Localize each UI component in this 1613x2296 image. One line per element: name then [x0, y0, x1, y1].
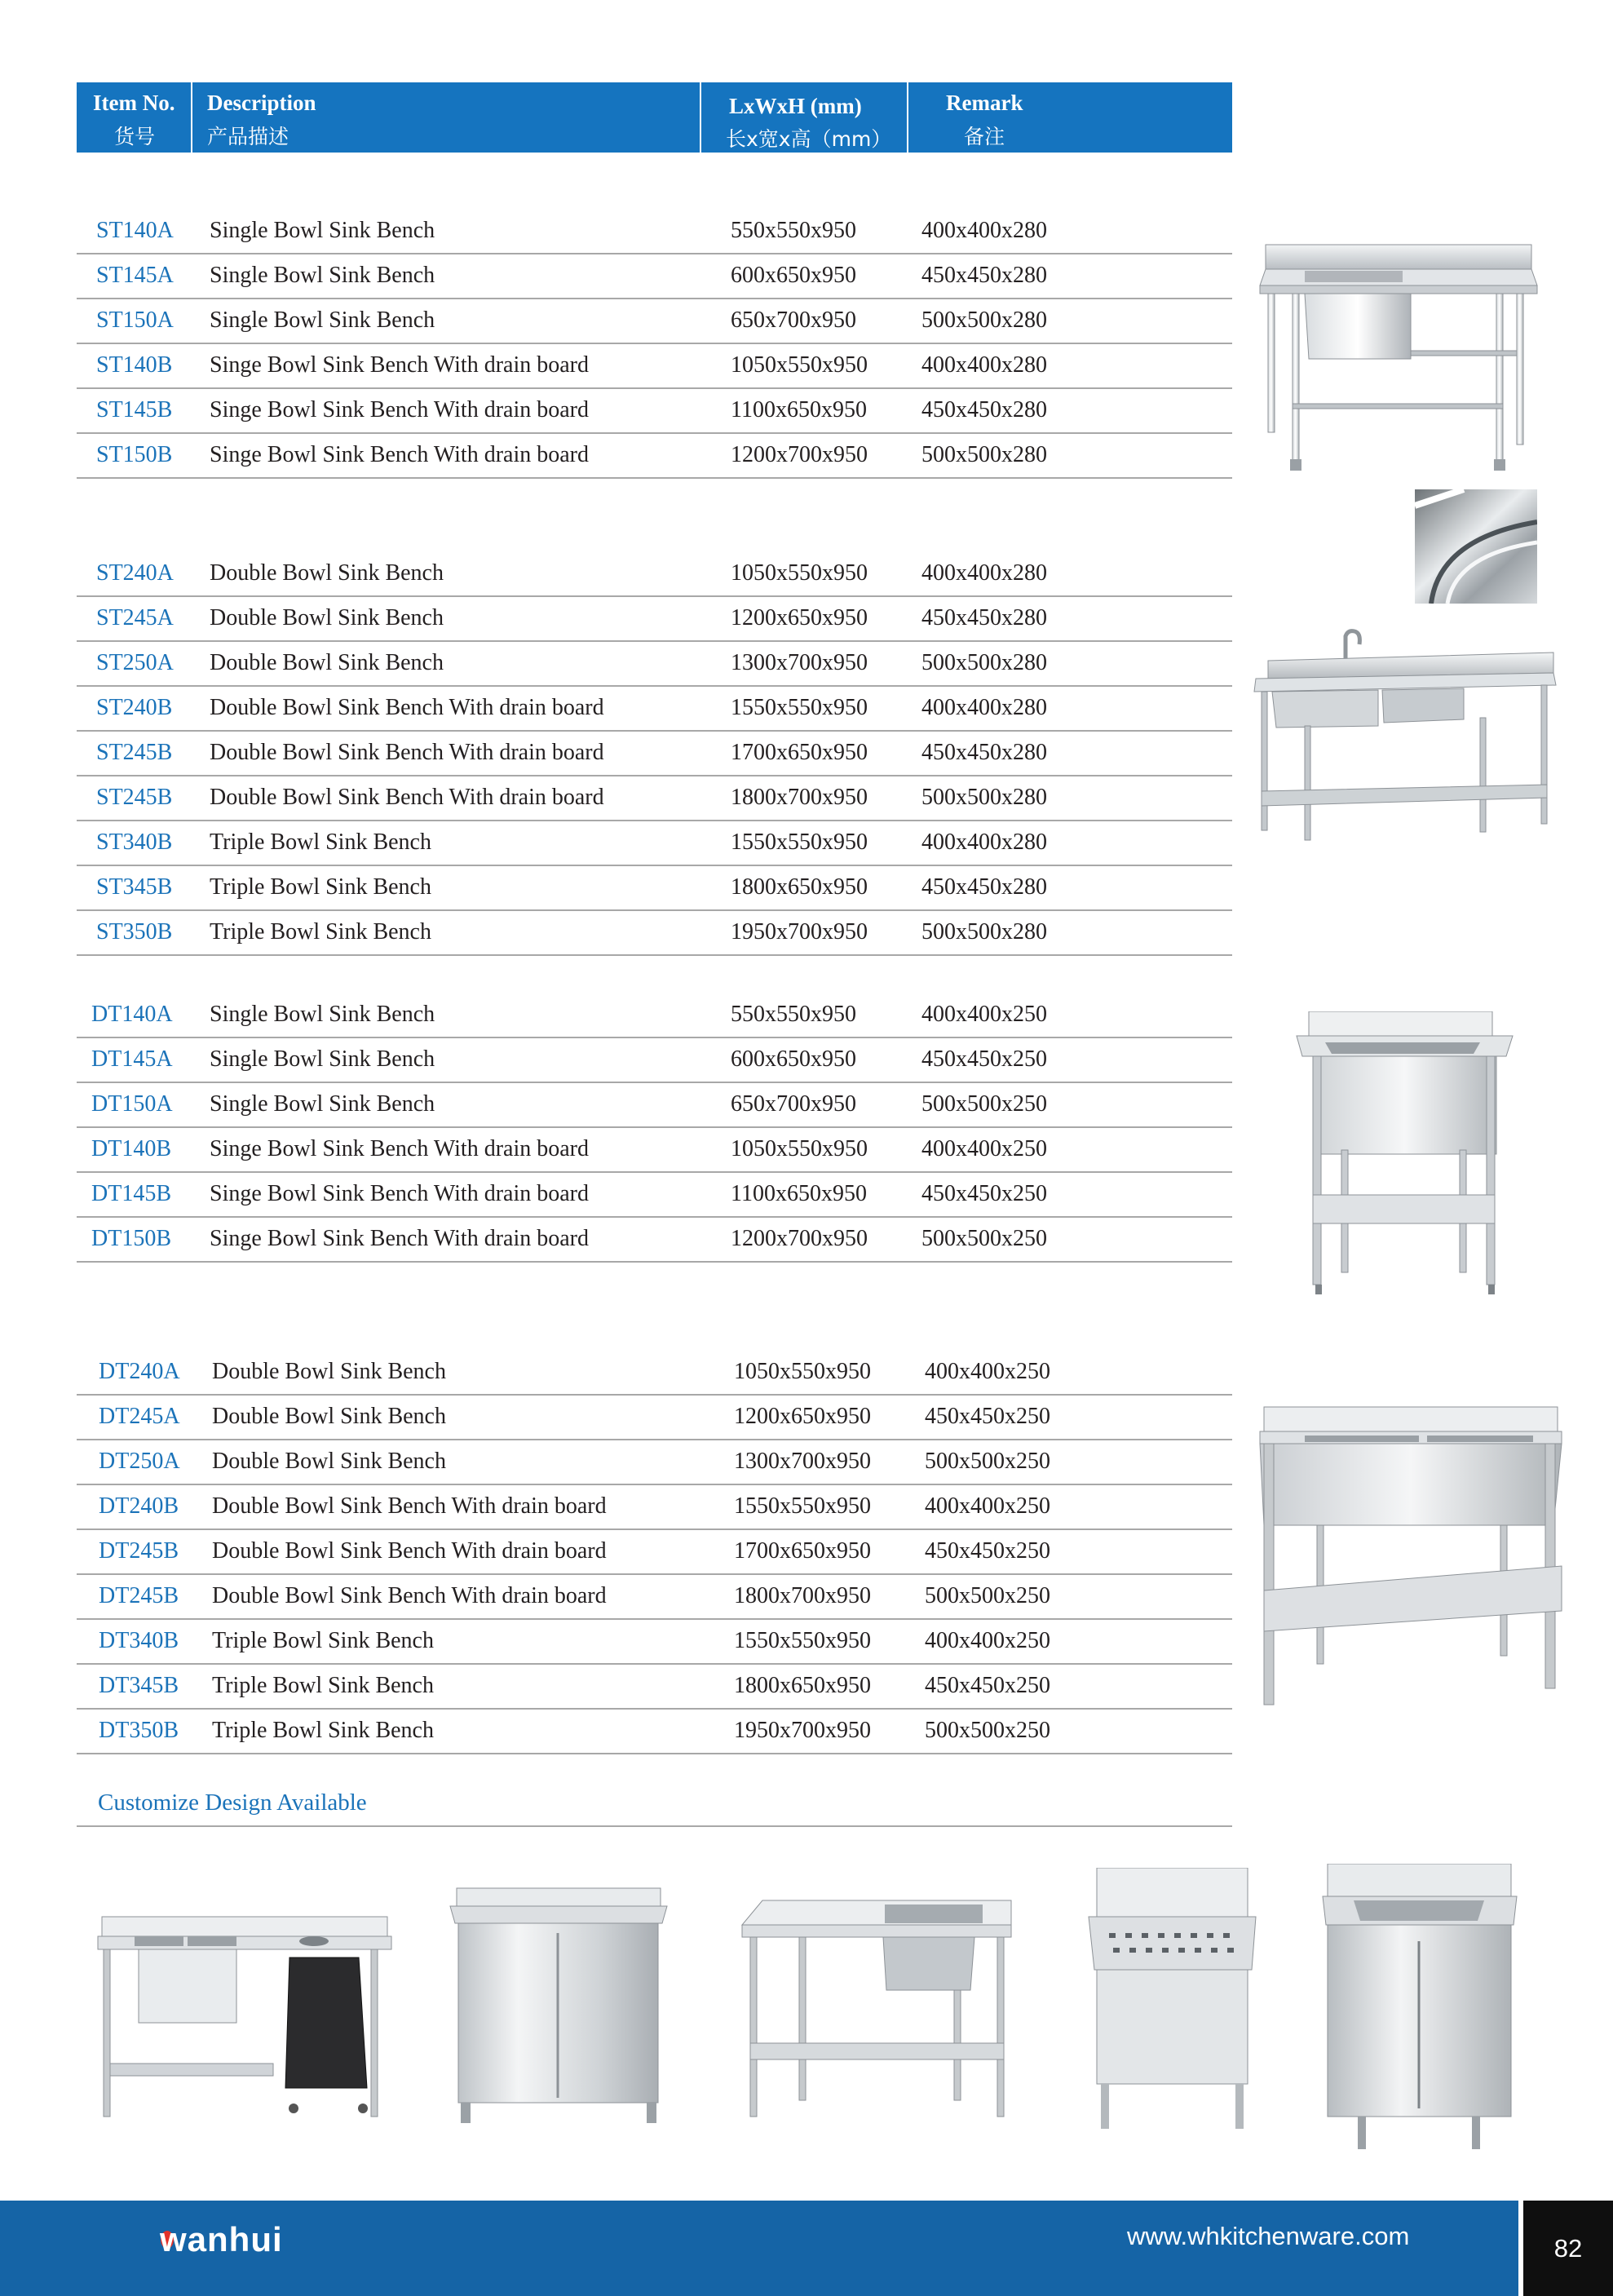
- table-row: [77, 434, 1232, 479]
- dimensions: 1050x550x950: [734, 1359, 871, 1384]
- item-no: DT350B: [99, 1718, 179, 1743]
- description: Double Bowl Sink Bench With drain board: [210, 695, 604, 720]
- item-no: DT150B: [91, 1226, 171, 1251]
- description: Triple Bowl Sink Bench: [210, 829, 431, 855]
- description: Triple Bowl Sink Bench: [212, 1628, 434, 1653]
- table-row: [77, 993, 1232, 1038]
- item-no: DT145A: [91, 1046, 173, 1072]
- dimensions: 1700x650x950: [731, 740, 868, 765]
- dimensions: 1950x700x950: [734, 1718, 871, 1743]
- description: Singe Bowl Sink Bench With drain board: [210, 397, 589, 422]
- remark: 400x400x250: [925, 1493, 1050, 1519]
- header-item-zh: 货号: [114, 125, 156, 148]
- item-no: ST245B: [96, 785, 173, 810]
- description: Double Bowl Sink Bench: [212, 1449, 446, 1474]
- description: Double Bowl Sink Bench With drain board: [210, 740, 604, 765]
- description: Double Bowl Sink Bench With drain board: [212, 1583, 607, 1608]
- header-remark-en: Remark: [946, 91, 1023, 115]
- dimensions: 1100x650x950: [731, 1181, 867, 1206]
- remark: 500x500x250: [921, 1226, 1047, 1251]
- dimensions: 1550x550x950: [731, 829, 868, 855]
- worktable-with-sink-image: [738, 1892, 1015, 2129]
- table-row: [77, 1038, 1232, 1083]
- remark: 450x450x250: [921, 1046, 1047, 1072]
- header-divider: [907, 82, 908, 153]
- dimensions: 1550x550x950: [731, 695, 868, 720]
- description: Triple Bowl Sink Bench: [212, 1673, 434, 1698]
- dimensions: 550x550x950: [731, 1002, 856, 1027]
- item-no: DT140B: [91, 1136, 171, 1161]
- item-no: ST145B: [96, 397, 173, 422]
- remark: 400x400x280: [921, 695, 1047, 720]
- description: Double Bowl Sink Bench: [212, 1359, 446, 1384]
- description: Single Bowl Sink Bench: [210, 1002, 435, 1027]
- table-row: [77, 1485, 1232, 1530]
- item-no: ST140A: [96, 218, 174, 243]
- remark: 450x450x280: [921, 397, 1047, 422]
- table-row: [77, 1218, 1232, 1263]
- page-number: 82: [1523, 2201, 1613, 2296]
- single-bowl-drainboard-image: [1256, 228, 1541, 481]
- dimensions: 1050x550x950: [731, 352, 868, 378]
- table-row: [77, 866, 1232, 911]
- dimensions: 1800x700x950: [731, 785, 868, 810]
- table-row: [77, 597, 1232, 642]
- table-row: [77, 1396, 1232, 1440]
- item-no: DT345B: [99, 1673, 179, 1698]
- header-divider: [191, 82, 192, 153]
- dimensions: 1300x700x950: [734, 1449, 871, 1474]
- table-row: [77, 1530, 1232, 1575]
- header-dim-en: LxWxH (mm): [729, 94, 862, 118]
- description: Singe Bowl Sink Bench With drain board: [210, 1226, 589, 1251]
- item-no: ST140B: [96, 352, 173, 378]
- dimensions: 1200x650x950: [731, 605, 868, 630]
- deep-double-bowl-image: [1256, 1403, 1566, 1709]
- description: Double Bowl Sink Bench: [210, 605, 444, 630]
- table-row: [77, 1173, 1232, 1218]
- description: Single Bowl Sink Bench: [210, 1091, 435, 1117]
- customize-text: Customize Design Available: [98, 1789, 367, 1816]
- item-no: ST340B: [96, 829, 173, 855]
- header-desc-zh: 产品描述: [207, 125, 289, 148]
- item-no: DT240B: [99, 1493, 179, 1519]
- dimensions: 1200x650x950: [734, 1404, 871, 1429]
- remark: 400x400x280: [921, 218, 1047, 243]
- table-row: [77, 389, 1232, 434]
- description: Double Bowl Sink Bench: [210, 650, 444, 675]
- item-no: DT340B: [99, 1628, 179, 1653]
- dimensions: 1550x550x950: [734, 1493, 871, 1519]
- dimensions: 1200x700x950: [731, 442, 868, 467]
- remark: 400x400x280: [921, 829, 1047, 855]
- table-header: [77, 82, 1232, 153]
- item-no: ST150A: [96, 307, 174, 333]
- table-row: [77, 1575, 1232, 1620]
- remark: 450x450x250: [925, 1673, 1050, 1698]
- description: Singe Bowl Sink Bench With drain board: [210, 442, 589, 467]
- dimensions: 1800x650x950: [734, 1673, 871, 1698]
- item-no: ST245A: [96, 605, 174, 630]
- description: Single Bowl Sink Bench: [210, 307, 435, 333]
- dimensions: 1050x550x950: [731, 560, 868, 586]
- remark: 400x400x250: [921, 1136, 1047, 1161]
- description: Triple Bowl Sink Bench: [212, 1718, 434, 1743]
- dimensions: 650x700x950: [731, 307, 856, 333]
- dimensions: 1100x650x950: [731, 397, 867, 422]
- item-no: ST145A: [96, 263, 174, 288]
- description: Triple Bowl Sink Bench: [210, 874, 431, 900]
- item-no: ST150B: [96, 442, 173, 467]
- table-row: [77, 642, 1232, 687]
- item-no: DT145B: [91, 1181, 171, 1206]
- item-no: ST345B: [96, 874, 173, 900]
- header-item-en: Item No.: [93, 91, 175, 115]
- dimensions: 600x650x950: [731, 263, 856, 288]
- table-row: [77, 344, 1232, 389]
- item-no: DT240A: [99, 1359, 180, 1384]
- item-no: ST250A: [96, 650, 174, 675]
- dimensions: 1800x700x950: [734, 1583, 871, 1608]
- table-row: [77, 1351, 1232, 1396]
- header-dim-zh: 长x宽x高（mm）: [726, 127, 892, 151]
- description: Double Bowl Sink Bench With drain board: [212, 1538, 607, 1564]
- remark: 450x450x280: [921, 874, 1047, 900]
- remark: 500x500x250: [921, 1091, 1047, 1117]
- remark: 400x400x250: [921, 1002, 1047, 1027]
- double-bowl-drainboard-image: [1252, 628, 1558, 844]
- sink-cabinet-image: [1321, 1864, 1525, 2153]
- description: Single Bowl Sink Bench: [210, 218, 435, 243]
- deep-single-bowl-image: [1293, 1011, 1517, 1301]
- table-row: [77, 911, 1232, 956]
- table-row: [77, 776, 1232, 821]
- remark: 500x500x250: [925, 1583, 1050, 1608]
- dimensions: 550x550x950: [731, 218, 856, 243]
- remark: 500x500x280: [921, 650, 1047, 675]
- item-no: ST350B: [96, 919, 173, 945]
- item-no: ST245B: [96, 740, 173, 765]
- remark: 450x450x250: [921, 1181, 1047, 1206]
- description: Double Bowl Sink Bench: [212, 1404, 446, 1429]
- remark: 400x400x250: [925, 1628, 1050, 1653]
- description: Double Bowl Sink Bench: [210, 560, 444, 586]
- remark: 400x400x280: [921, 352, 1047, 378]
- dimensions: 650x700x950: [731, 1091, 856, 1117]
- dimensions: 1800x650x950: [731, 874, 868, 900]
- table-row: [77, 1083, 1232, 1128]
- remark: 450x450x250: [925, 1538, 1050, 1564]
- header-divider: [700, 82, 701, 153]
- table-row: [77, 732, 1232, 776]
- table-row: [77, 210, 1232, 254]
- remark: 400x400x280: [921, 560, 1047, 586]
- dimensions: 1700x650x950: [734, 1538, 871, 1564]
- description: Single Bowl Sink Bench: [210, 1046, 435, 1072]
- table-row: [77, 821, 1232, 866]
- remark: 450x450x250: [925, 1404, 1050, 1429]
- table-row: [77, 1620, 1232, 1665]
- remark: 500x500x280: [921, 442, 1047, 467]
- dimensions: 1200x700x950: [731, 1226, 868, 1251]
- description: Singe Bowl Sink Bench With drain board: [210, 352, 589, 378]
- description: Double Bowl Sink Bench With drain board: [212, 1493, 607, 1519]
- item-no: ST240B: [96, 695, 173, 720]
- dimensions: 600x650x950: [731, 1046, 856, 1072]
- description: Single Bowl Sink Bench: [210, 263, 435, 288]
- table-row: [77, 254, 1232, 299]
- sink-with-waste-bin-image: [94, 1900, 396, 2129]
- remark: 500x500x250: [925, 1449, 1050, 1474]
- item-no: DT245B: [99, 1583, 179, 1608]
- remark: 500x500x250: [925, 1718, 1050, 1743]
- remark: 400x400x250: [925, 1359, 1050, 1384]
- section-dt-single: [77, 993, 1232, 1263]
- customize-note: [77, 1785, 1232, 1827]
- section-dt-double: [77, 1351, 1232, 1754]
- item-no: DT140A: [91, 1002, 173, 1027]
- remark: 450x450x280: [921, 263, 1047, 288]
- brand-logo: wanhui: [160, 2220, 283, 2258]
- table-row: [77, 1440, 1232, 1485]
- description: Double Bowl Sink Bench With drain board: [210, 785, 604, 810]
- remark: 500x500x280: [921, 785, 1047, 810]
- header-desc-en: Description: [207, 91, 316, 115]
- item-no: DT250A: [99, 1449, 180, 1474]
- dimensions: 1950x700x950: [731, 919, 868, 945]
- website-url: www.whkitchenware.com: [1127, 2222, 1410, 2250]
- table-row: [77, 1665, 1232, 1710]
- description: Singe Bowl Sink Bench With drain board: [210, 1181, 589, 1206]
- table-row: [77, 1128, 1232, 1173]
- section-st-single: [77, 210, 1232, 479]
- item-no: DT150A: [91, 1091, 173, 1117]
- item-no: DT245A: [99, 1404, 180, 1429]
- dimensions: 1300x700x950: [731, 650, 868, 675]
- remark: 500x500x280: [921, 919, 1047, 945]
- dimensions: 1050x550x950: [731, 1136, 868, 1161]
- dimensions: 1550x550x950: [734, 1628, 871, 1653]
- table-row: [77, 299, 1232, 344]
- item-no: ST240A: [96, 560, 174, 586]
- table-row: [77, 1710, 1232, 1754]
- sink-corner-detail-image: [1415, 489, 1537, 604]
- cabinet-sliding-doors-image: [449, 1884, 669, 2129]
- table-row: [77, 687, 1232, 732]
- remark: 450x450x280: [921, 740, 1047, 765]
- table-row: [77, 552, 1232, 597]
- description: Triple Bowl Sink Bench: [210, 919, 431, 945]
- item-no: DT245B: [99, 1538, 179, 1564]
- header-remark-zh: 备注: [964, 125, 1005, 148]
- description: Singe Bowl Sink Bench With drain board: [210, 1136, 589, 1161]
- ice-bin-station-image: [1085, 1868, 1264, 2137]
- remark: 450x450x280: [921, 605, 1047, 630]
- remark: 500x500x280: [921, 307, 1047, 333]
- section-st-double: [77, 552, 1232, 956]
